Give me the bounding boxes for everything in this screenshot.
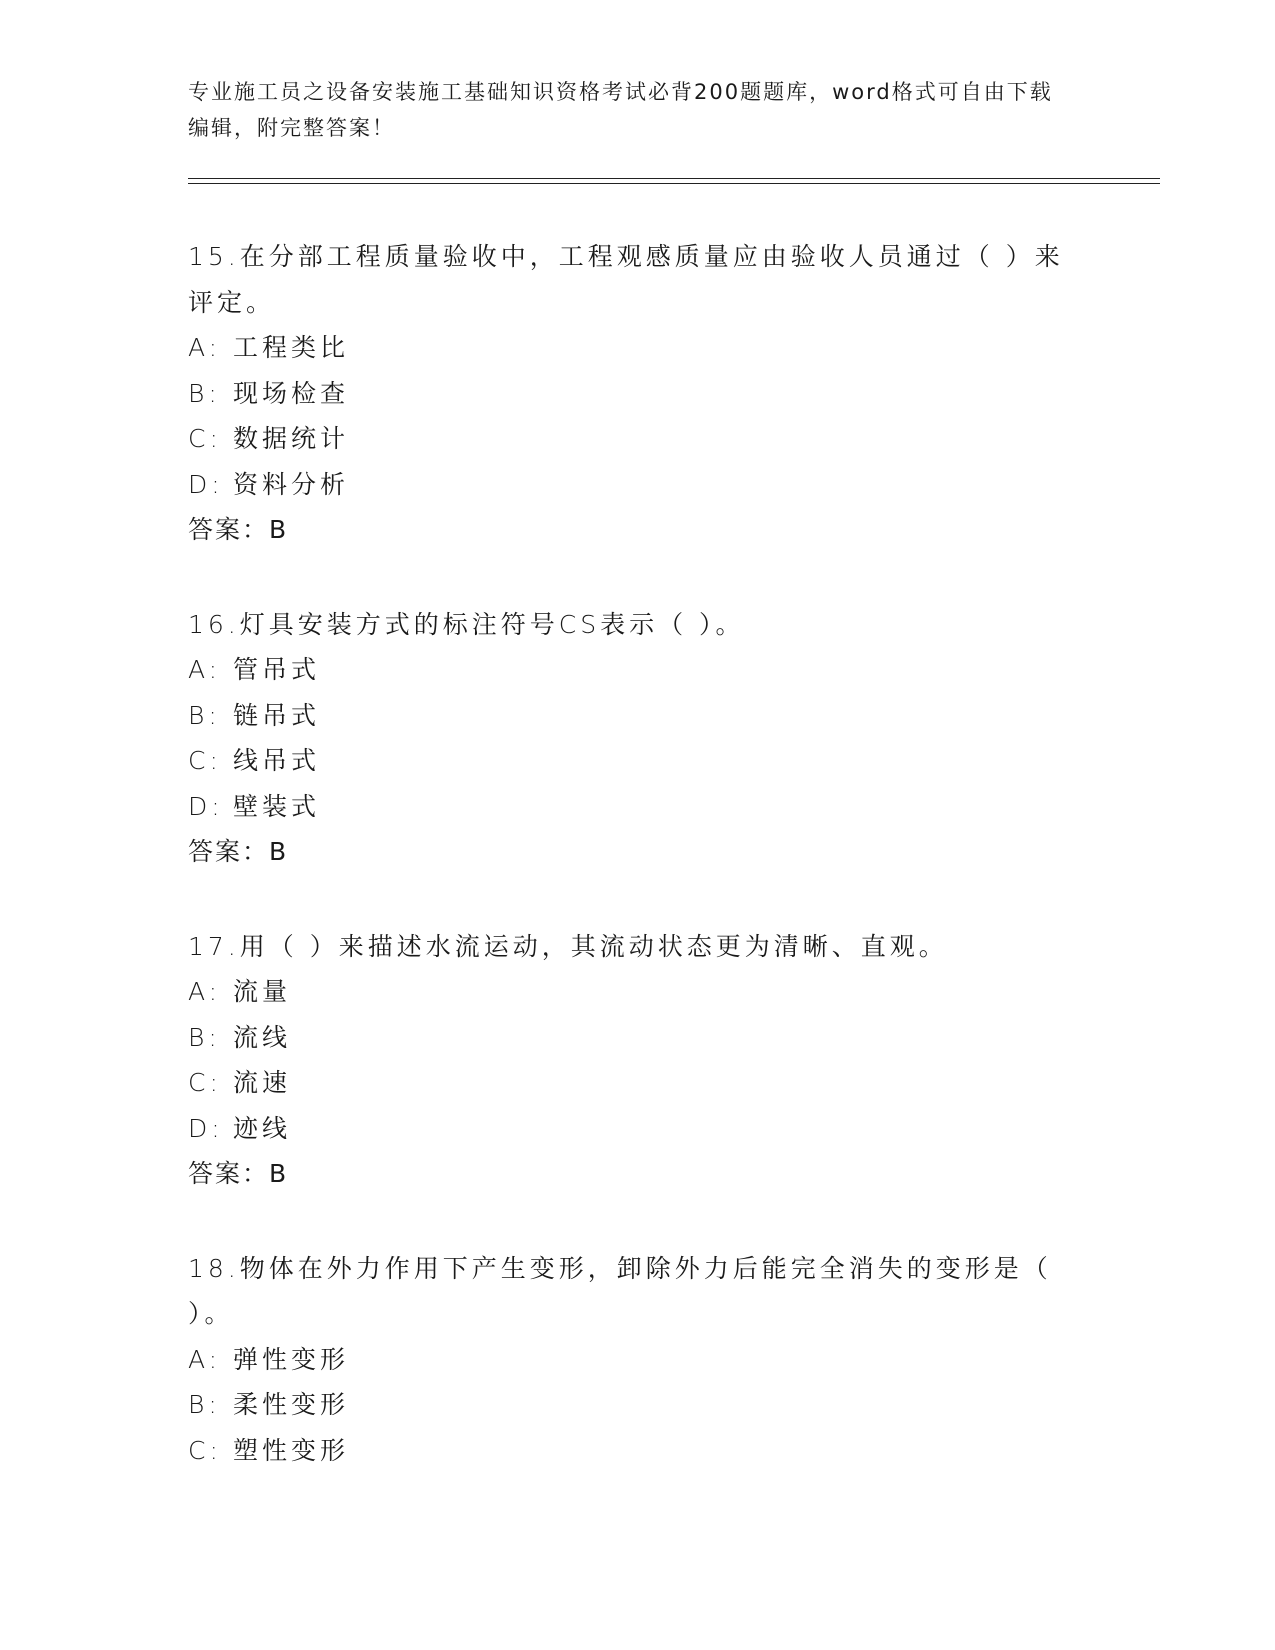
option-letter: A:: [188, 977, 222, 1006]
option-d: [188, 462, 1068, 508]
option-text: 塑性变形: [233, 1435, 350, 1465]
option-d: [188, 1106, 1068, 1152]
option-text: 现场检查: [233, 378, 350, 408]
question-16: [188, 602, 1068, 875]
option-text: 流线: [233, 1022, 292, 1052]
option-d: [188, 784, 1068, 830]
question-text: 15.在分部工程质量验收中，工程观感质量应由验收人员通过（ ）来评定。: [188, 242, 1064, 317]
option-letter: C:: [188, 1435, 222, 1465]
question-text: 18.物体在外力作用下产生变形，卸除外力后能完全消失的变形是（ ）。: [188, 1253, 1052, 1328]
option-text: 柔性变形: [233, 1390, 350, 1419]
option-letter: B:: [188, 378, 221, 408]
option-text: 流速: [233, 1068, 292, 1097]
option-a: [188, 325, 1068, 371]
option-letter: A:: [188, 1344, 222, 1374]
header-divider-bottom: [188, 183, 1160, 184]
option-a: [188, 969, 1068, 1015]
option-b: [188, 371, 1068, 417]
option-c: [188, 738, 1068, 784]
answer-line: 答案：B: [188, 1159, 289, 1188]
option-text: 链吊式: [233, 700, 321, 730]
answer-line: 答案：B: [188, 515, 289, 544]
question-17: [188, 924, 1068, 1197]
option-letter: C:: [188, 746, 222, 775]
option-c: [188, 416, 1068, 462]
answer-line: 答案：B: [188, 837, 289, 866]
option-letter: A:: [188, 333, 222, 362]
option-letter: D:: [188, 791, 224, 821]
option-b: [188, 1015, 1068, 1061]
option-b: [188, 1382, 1068, 1428]
option-text: 弹性变形: [233, 1344, 350, 1374]
header-divider-top: [188, 178, 1160, 179]
option-letter: B:: [188, 1022, 221, 1052]
question-list: [188, 234, 1068, 1522]
option-text: 资料分析: [233, 469, 350, 499]
option-a: [188, 1337, 1068, 1383]
question-text: 16.灯具安装方式的标注符号CS表示（ ）。: [188, 609, 745, 639]
option-letter: B:: [188, 1390, 221, 1419]
option-a: [188, 647, 1068, 693]
option-text: 迹线: [233, 1113, 292, 1143]
option-text: 管吊式: [233, 655, 321, 684]
option-text: 流量: [233, 977, 292, 1006]
option-c: [188, 1060, 1068, 1106]
option-text: 工程类比: [233, 333, 350, 362]
option-letter: A:: [188, 655, 222, 684]
document-header: 专业施工员之设备安装施工基础知识资格考试必背200题题库，word格式可自由下载编辑，附完整答案！: [188, 80, 1053, 140]
option-letter: C:: [188, 1068, 222, 1097]
question-18: [188, 1246, 1068, 1474]
option-c: [188, 1428, 1068, 1474]
question-15: [188, 234, 1068, 553]
option-letter: C:: [188, 424, 222, 453]
option-letter: D:: [188, 1113, 224, 1143]
option-letter: B:: [188, 700, 221, 730]
option-letter: D:: [188, 469, 224, 499]
option-text: 数据统计: [233, 424, 350, 453]
option-text: 壁装式: [233, 791, 321, 821]
option-b: [188, 693, 1068, 739]
option-text: 线吊式: [233, 746, 321, 775]
question-text: 17.用（ ）来描述水流运动，其流动状态更为清晰、直观。: [188, 931, 948, 961]
